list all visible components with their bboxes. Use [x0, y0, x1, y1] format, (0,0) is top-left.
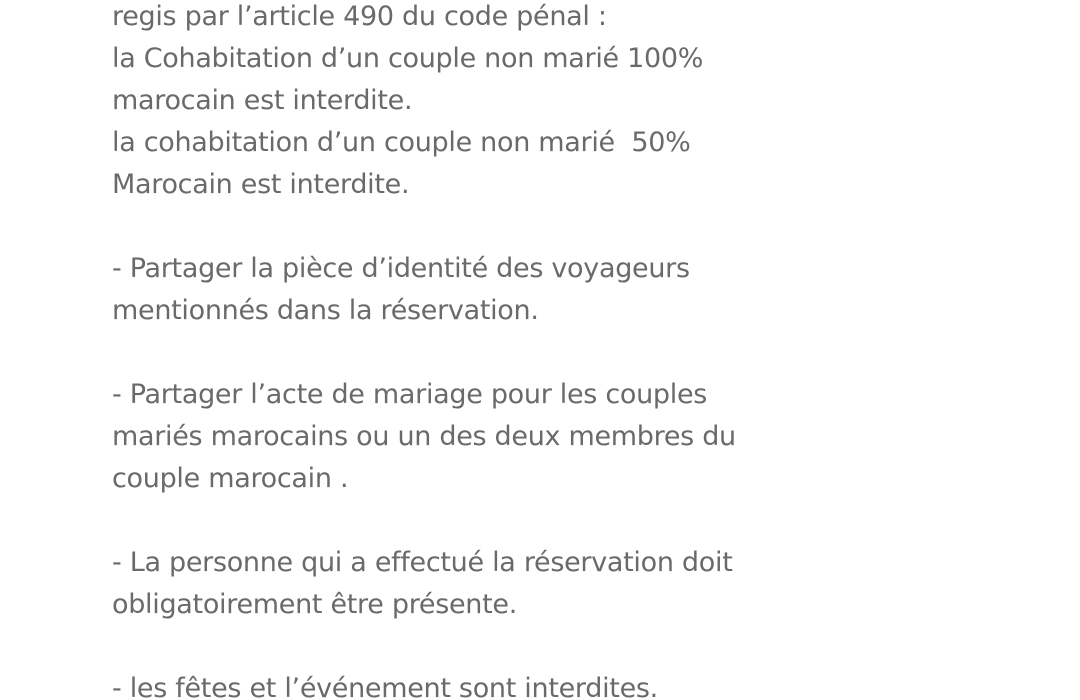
- paragraph-gap: [112, 206, 1012, 248]
- rules-line: mentionnés dans la réservation.: [112, 295, 539, 326]
- rules-line: - La personne qui a effectué la réservation doit: [112, 547, 733, 578]
- paragraph-gap: [112, 500, 1012, 542]
- rules-line: - Partager la pièce d’identité des voyageurs: [112, 253, 690, 284]
- rules-line: la cohabitation d’un couple non marié 50%: [112, 127, 691, 158]
- paragraph-gap: [112, 332, 1012, 374]
- rules-line: la Cohabitation d’un couple non marié 100%: [112, 43, 704, 74]
- rules-line: - Partager l’acte de mariage pour les couples: [112, 379, 708, 410]
- rules-line: marocain est interdite.: [112, 85, 413, 116]
- paragraph-gap: [112, 626, 1012, 668]
- rules-line: couple marocain .: [112, 463, 349, 494]
- house-rules-text: [112, 0, 1012, 700]
- rules-line: - les fêtes et l’événement sont interdites.: [112, 673, 658, 700]
- rules-line: obligatoirement être présente.: [112, 589, 517, 620]
- rules-line: regis par l’article 490 du code pénal :: [112, 1, 607, 32]
- rules-line: Marocain est interdite.: [112, 169, 410, 200]
- rules-line: mariés marocains ou un des deux membres du: [112, 421, 736, 452]
